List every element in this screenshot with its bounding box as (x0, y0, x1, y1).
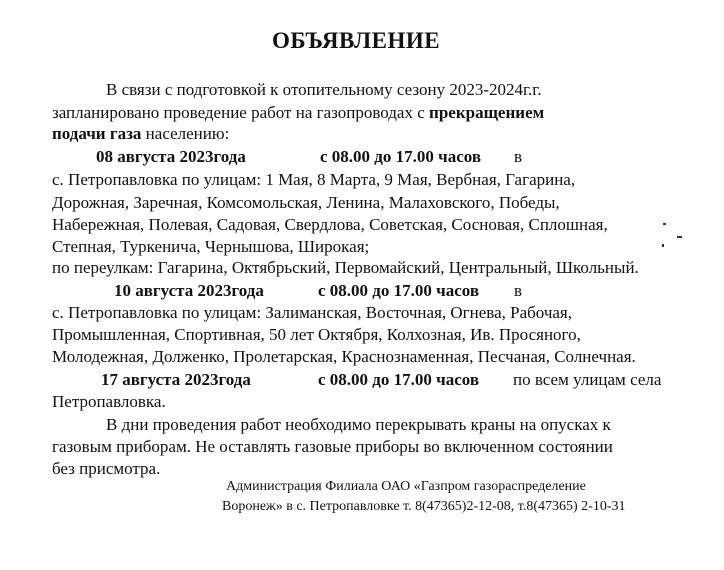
section1-line-3: Набережная, Полевая, Садовая, Свердлова, Советская, Сосновая, Сплошная, (52, 215, 608, 234)
scan-speck (662, 244, 664, 247)
section1-in: в (514, 147, 523, 166)
section1-date-text: 08 августа 2023года (96, 147, 246, 166)
signature-line-1: Администрация Филиала ОАО «Газпром газораспределение (226, 479, 586, 494)
section3-time-text: с 08.00 до 17.00 часов (318, 370, 480, 389)
intro-bold-stop: прекращением (429, 103, 545, 122)
section2-in: в (514, 281, 523, 300)
section3-line-2: Петропавловка. (52, 392, 166, 411)
section1-line-2: Дорожная, Заречная, Комсомольская, Ленина, Малаховского, Победы, (52, 193, 560, 212)
section2-line-3: Молодежная, Долженко, Пролетарская, Краснознаменная, Песчаная, Солнечная. (52, 347, 636, 366)
scan-speck (663, 223, 666, 225)
section3-rest: по всем улицам села (513, 370, 662, 389)
section2-date-text: 10 августа 2023года (114, 281, 264, 300)
warning-line-2: газовым приборам. Не оставлять газовые приборы во включенном состоянии (52, 437, 613, 456)
section1-line-1: с. Петропавловка по улицам: 1 Мая, 8 Марта, 9 Мая, Вербная, Гагарина, (52, 170, 576, 189)
intro-bold-gas: подачи газа (52, 124, 142, 143)
intro-line-3 (52, 124, 229, 144)
section3-date-text: 17 августа 2023года (101, 370, 251, 389)
section2-line-2: Промышленная, Спортивная, 50 лет Октября, Колхозная, Ив. Просяного, (52, 325, 581, 344)
section2-line-1: с. Петропавловка по улицам: Залиманская, Восточная, Огнева, Рабочая, (52, 303, 573, 322)
announcement-title: ОБЪЯВЛЕНИЕ (272, 28, 441, 53)
intro-line-2-text: запланировано проведение работ на газопроводах с (52, 103, 430, 122)
intro-line-1: В связи с подготовкой к отопительному сезону 2023-2024г.г. (106, 80, 542, 99)
intro-line-2 (52, 103, 544, 123)
section1-date (96, 147, 246, 167)
warning-line-1: В дни проведения работ необходимо перекрывать краны на опусках к (106, 415, 611, 434)
section3-date (101, 370, 251, 390)
signature-line-2: Воронеж» в с. Петропавловке т. 8(47365)2-12-08, т.8(47365) 2-10-31 (222, 499, 626, 514)
warning-line-3: без присмотра. (52, 459, 161, 478)
section2-date (114, 281, 264, 301)
section1-line-4: Степная, Туркенича, Чернышова, Широкая; (52, 237, 370, 256)
scan-speck (677, 236, 682, 238)
section1-time (320, 147, 481, 167)
section2-time-text: с 08.00 до 17.00 часов (318, 281, 480, 300)
intro-line-3-text: населению: (141, 124, 230, 143)
section2-time (318, 281, 479, 301)
section1-line-5: по переулкам: Гагарина, Октябрьский, Первомайский, Центральный, Школьный. (52, 258, 639, 277)
section1-time-text: с 08.00 до 17.00 часов (320, 147, 482, 166)
section3-time (318, 370, 479, 390)
